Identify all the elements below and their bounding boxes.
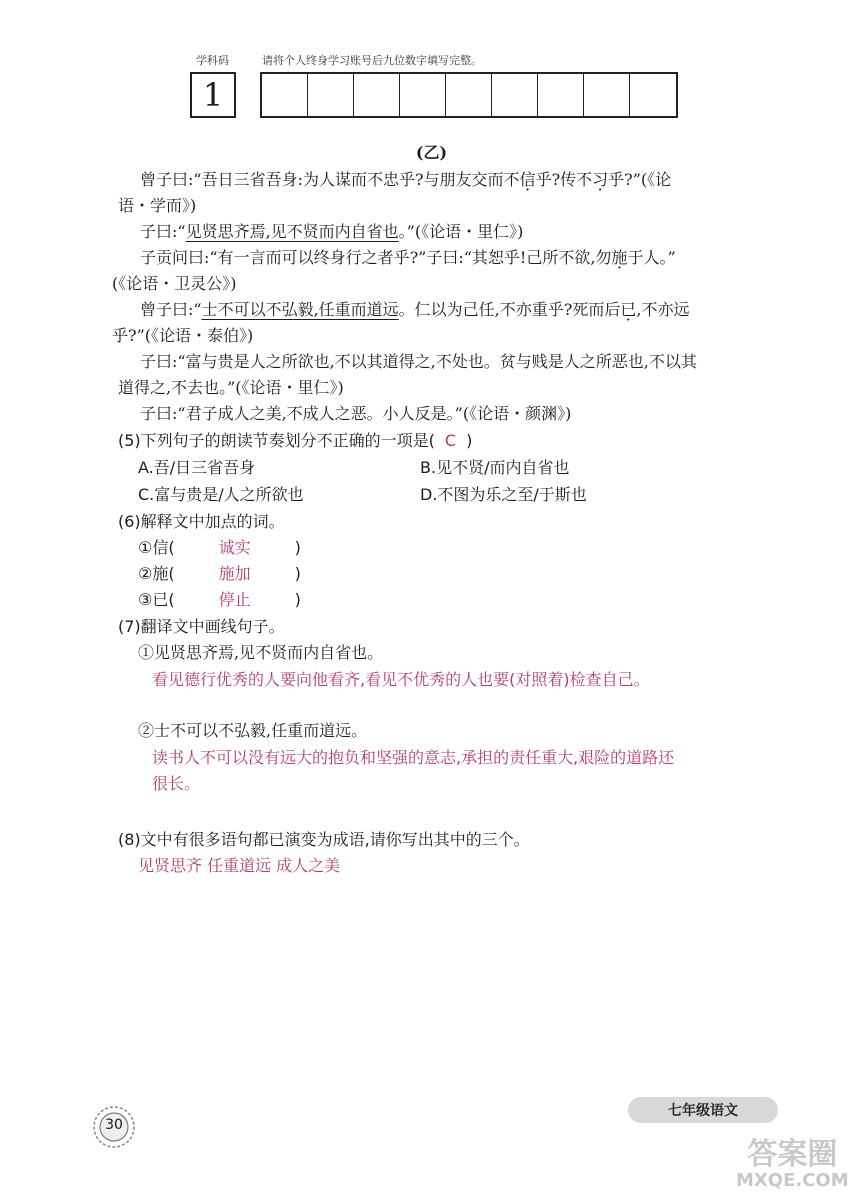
digit-box[interactable]: [538, 74, 584, 116]
q6-item: ①信( 诚实 ): [138, 535, 301, 561]
q7-sentence-2: ②士不可以不弘毅,任重而道远。: [138, 721, 368, 740]
dotted-word: 信: [519, 170, 536, 189]
underlined-sentence: 见贤思齐焉,见不贤而内自省也: [185, 222, 399, 241]
passage-line: 曾子曰:“吾日三省吾身:为人谋而不忠乎?与朋友交而不信乎?传不习乎?”(《论: [140, 170, 672, 189]
passage-line: 子曰:“富与贵是人之所欲也,不以其道得之,不处也。贫与贱是人之所恶也,不以其: [140, 352, 697, 371]
subject-code-label: 学科码: [196, 54, 229, 67]
page-number: 30: [105, 1117, 123, 1133]
answer-q7-1: 看见德行优秀的人要向他看齐,看见不优秀的人也要(对照着)检查自己。: [152, 670, 650, 689]
dotted-word: 施: [611, 248, 628, 267]
digit-box[interactable]: [400, 74, 446, 116]
passage-line: 语・学而》): [118, 196, 197, 215]
passage-line: 道得之,不去也。”(《论语・里仁》): [118, 378, 344, 397]
dotted-word: 习: [592, 170, 609, 189]
passage-line: (《论语・卫灵公》): [112, 274, 237, 293]
digit-box[interactable]: [630, 74, 676, 116]
question-8: (8)文中有很多语句都已演变为成语,请你写出其中的三个。: [118, 830, 530, 849]
account-digit-boxes: [260, 72, 678, 118]
option-c: C.富与贵是/人之所欲也: [138, 485, 304, 504]
digit-box[interactable]: [446, 74, 492, 116]
answer-q6-3: 停止: [218, 590, 251, 609]
answer-q6-2: 施加: [218, 564, 251, 583]
digit-box[interactable]: [492, 74, 538, 116]
q7-sentence-1: ①见贤思齐焉,见不贤而内自省也。: [138, 643, 384, 662]
answer-q5: C: [444, 431, 457, 450]
question-6: (6)解释文中加点的词。: [118, 512, 285, 531]
passage-line: 曾子曰:“士不可以不弘毅,任重而道远。仁以为己任,不亦重乎?死而后已,不亦远: [140, 300, 690, 319]
watermark-logo: 答案圈 MXQE.COM: [736, 1137, 849, 1191]
passage-line: 子曰:“君子成人之美,不成人之恶。小人反是。”(《论语・颜渊》): [140, 404, 572, 423]
answer-q6-1: 诚实: [218, 538, 251, 557]
question-7: (7)翻译文中画线句子。: [118, 617, 285, 636]
question-5: (5)下列句子的朗读节奏划分不正确的一项是( C ): [118, 431, 473, 450]
passage-line: 子贡问曰:“有一言而可以终身行之者乎?”子曰:“其恕乎!己所不欲,勿施于人。”: [140, 248, 676, 267]
digit-box[interactable]: [262, 74, 308, 116]
book-title-pill: 七年级语文: [628, 1097, 778, 1123]
digit-box[interactable]: [354, 74, 400, 116]
digit-box[interactable]: [308, 74, 354, 116]
underlined-sentence: 士不可以不弘毅,任重而道远: [201, 300, 399, 319]
q6-item: ③已( 停止 ): [138, 587, 301, 613]
dotted-word: 已: [620, 300, 637, 319]
option-a: A.吾/日三省吾身: [138, 458, 256, 477]
page-number-badge: [92, 1105, 136, 1149]
digit-box[interactable]: [584, 74, 630, 116]
passage-line: 子曰:“见贤思齐焉,见不贤而内自省也。”(《论语・里仁》): [140, 222, 524, 241]
answer-q8: 见贤思齐 任重道远 成人之美: [138, 856, 341, 875]
passage-line: 乎?”(《论语・泰伯》): [112, 326, 254, 345]
option-b: B.见不贤/而内自省也: [420, 458, 570, 477]
answer-q7-2-cont: 很长。: [152, 774, 201, 793]
option-d: D.不图为乐之至/于斯也: [420, 485, 587, 504]
q6-item: ②施( 施加 ): [138, 561, 301, 587]
section-title: (乙): [415, 143, 448, 162]
account-instruction: 请将个人终身学习账号后九位数字填写完整。: [262, 54, 482, 67]
subject-code-box: 1: [190, 72, 236, 118]
answer-q7-2: 读书人不可以没有远大的抱负和坚强的意志,承担的责任重大,艰险的道路还: [152, 748, 675, 767]
